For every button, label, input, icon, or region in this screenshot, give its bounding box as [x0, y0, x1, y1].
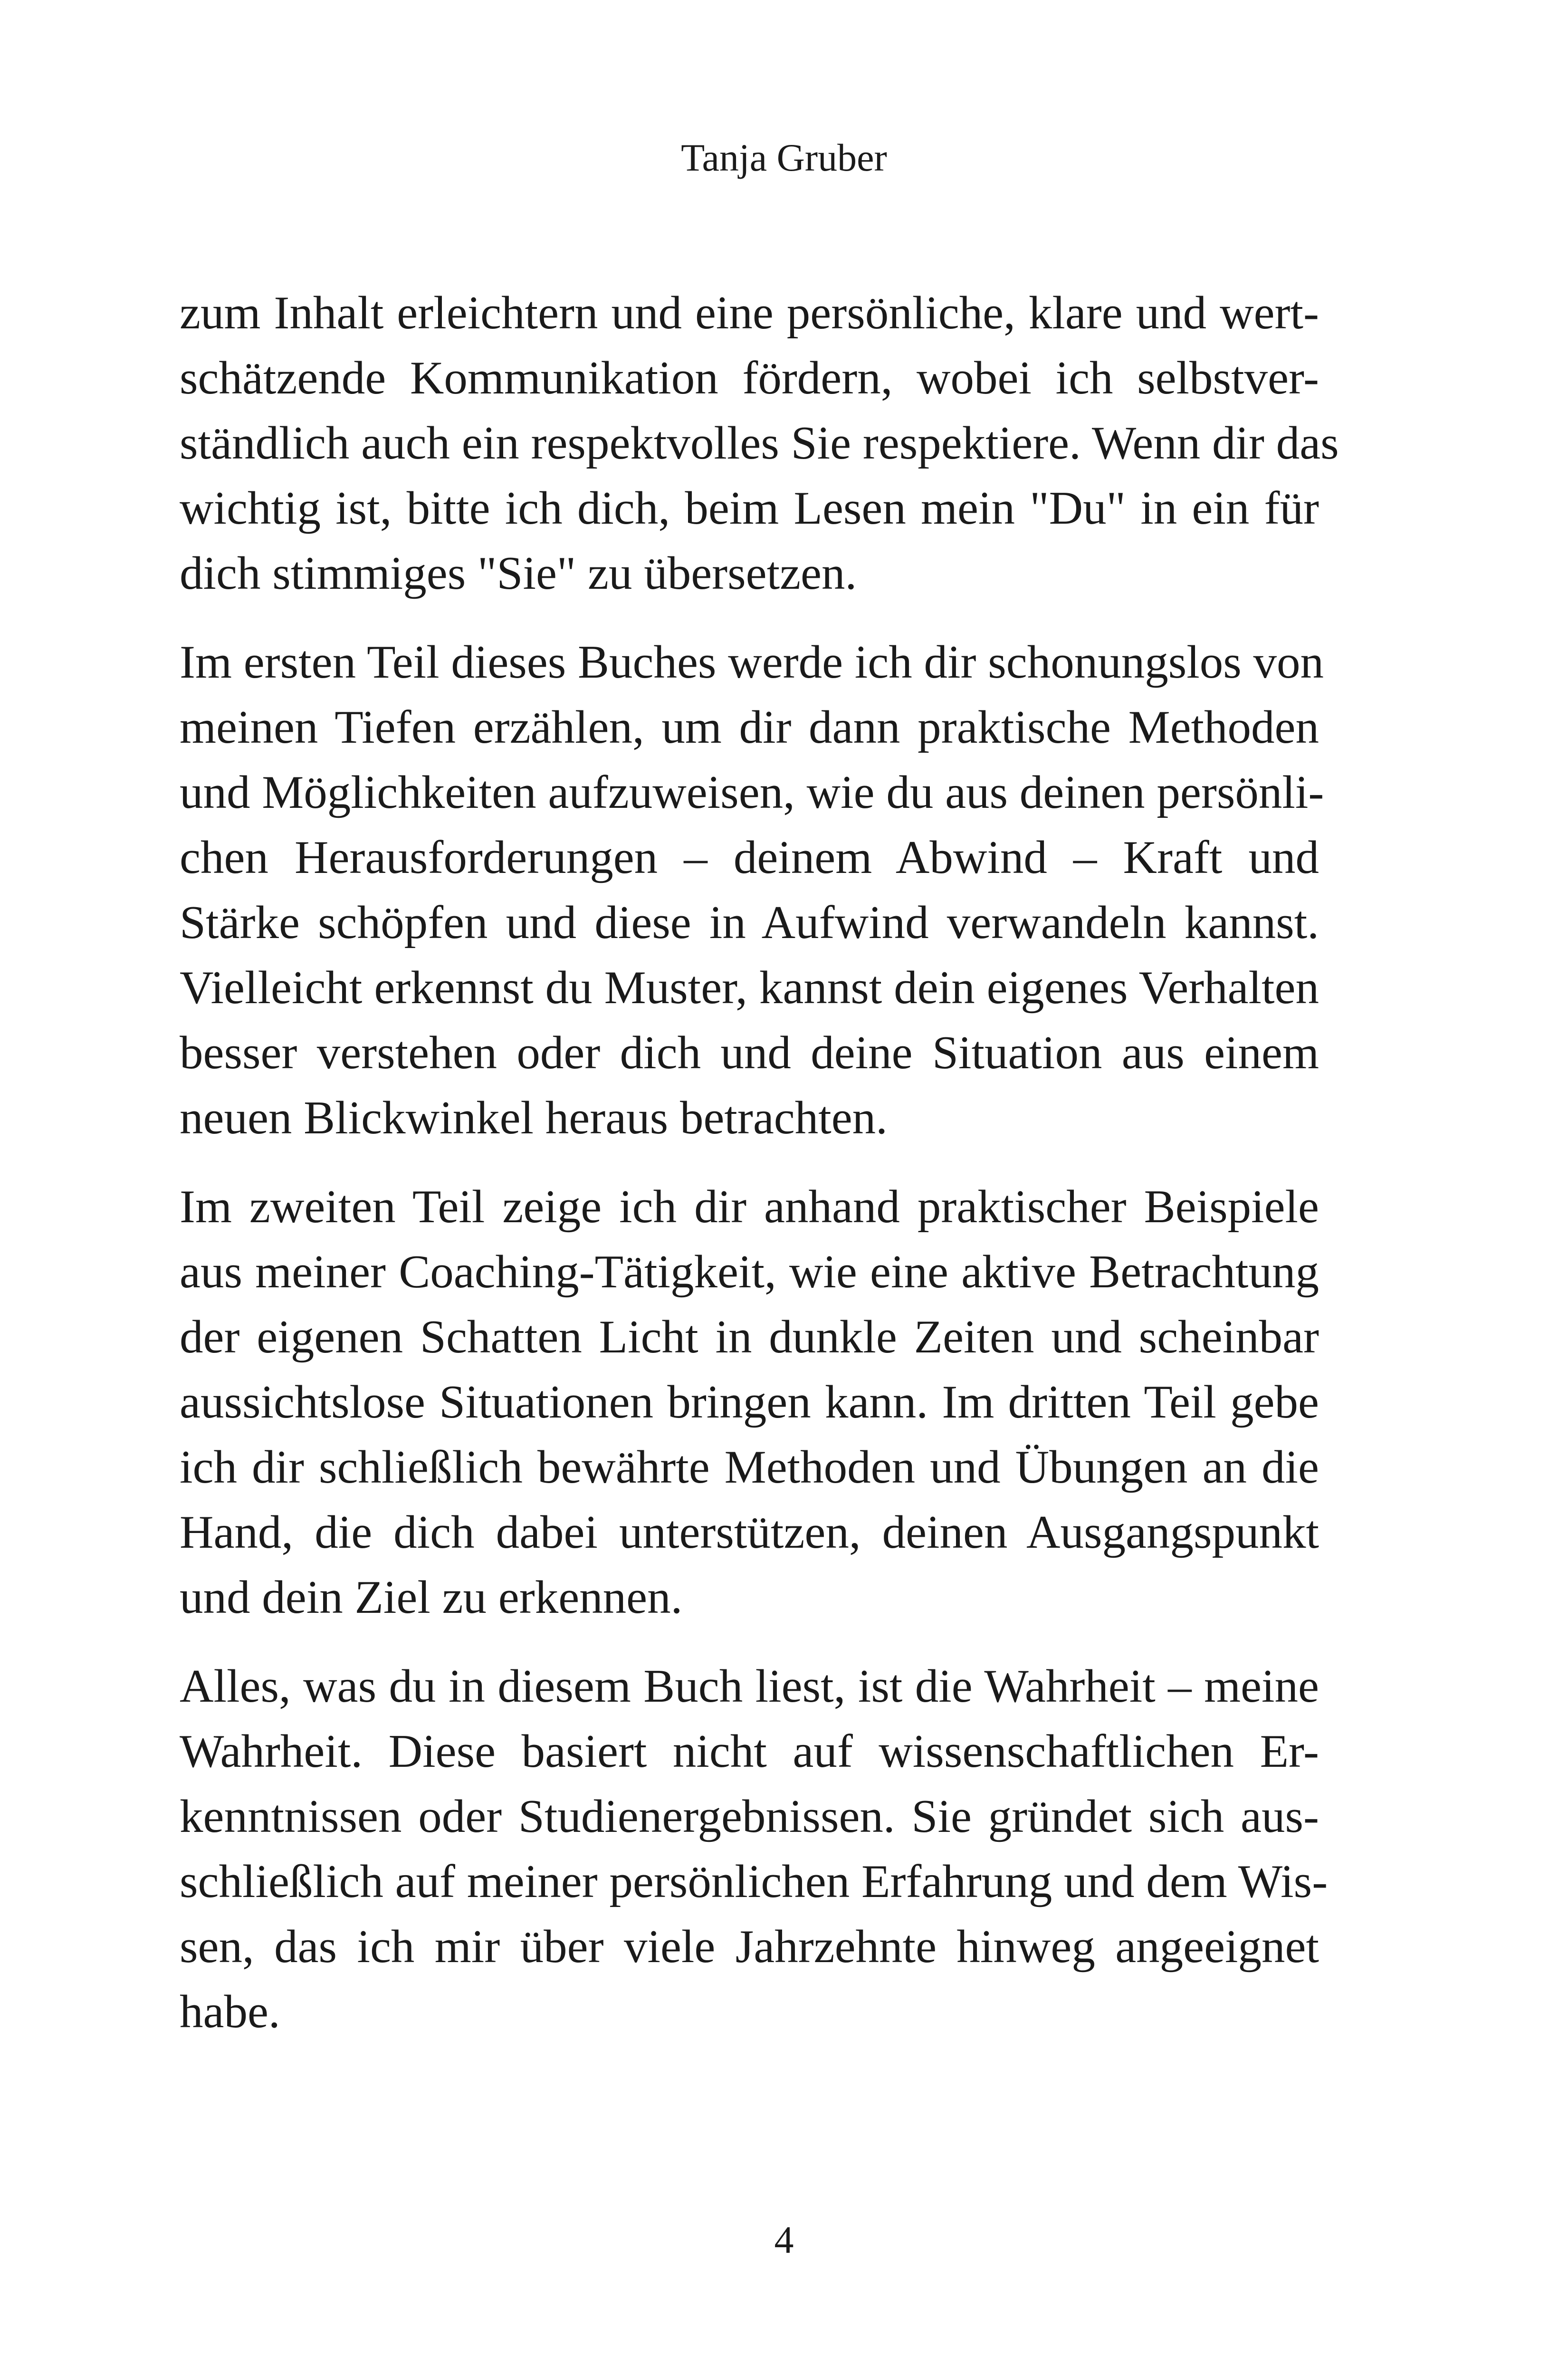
text-line: wichtig ist, bitte ich dich, beim Lesen mein "Du" in ein für: [180, 482, 1319, 534]
text-line: und dein Ziel zu erkennen.: [180, 1571, 683, 1623]
text-line: ich dir schließlich bewährte Methoden und Übungen an die: [180, 1441, 1319, 1493]
page-number: 4: [774, 2218, 794, 2261]
text-line: schätzende Kommunikation fördern, wobei ich selbstver-: [180, 352, 1319, 404]
text-line: chen Herausforderungen – deinem Abwind – Kraft und: [180, 832, 1319, 883]
body-text: [180, 280, 1339, 2068]
text-line: meinen Tiefen erzählen, um dir dann praktische Methoden: [180, 701, 1319, 753]
text-line: neuen Blickwinkel heraus betrachten.: [180, 1092, 888, 1144]
text-line: habe.: [180, 1986, 280, 2038]
text-line: Im ersten Teil dieses Buches werde ich dir schonungslos von: [180, 636, 1324, 688]
text-line: ständlich auch ein respektvolles Sie respektiere. Wenn dir das: [180, 417, 1339, 469]
text-line: sen, das ich mir über viele Jahrzehnte hinweg angeeignet: [180, 1921, 1319, 1973]
text-line: der eigenen Schatten Licht in dunkle Zeiten und scheinbar: [180, 1311, 1319, 1363]
text-line: Wahrheit. Diese basiert nicht auf wissenschaftlichen Er-: [180, 1725, 1319, 1777]
paragraph-4: [180, 1654, 1328, 2044]
text-line: Alles, was du in diesem Buch liest, ist die Wahrheit – meine: [180, 1660, 1319, 1712]
text-line: Vielleicht erkennst du Muster, kannst dein eigenes Verhalten: [180, 962, 1319, 1014]
text-line: schließlich auf meiner persönlichen Erfahrung und dem Wis-: [180, 1856, 1328, 1907]
text-line: kenntnissen oder Studienergebnissen. Sie gründet sich aus-: [180, 1791, 1319, 1842]
text-line: aus meiner Coaching-Tätigkeit, wie eine aktive Betrachtung: [180, 1246, 1319, 1298]
text-line: zum Inhalt erleichtern und eine persönliche, klare und wert-: [180, 287, 1319, 339]
text-line: Stärke schöpfen und diese in Aufwind verwandeln kannst.: [180, 897, 1319, 948]
paragraph-3: [180, 1174, 1319, 1630]
text-line: aussichtslose Situationen bringen kann. Im dritten Teil gebe: [180, 1376, 1319, 1428]
running-header-author: Tanja Gruber: [681, 136, 887, 179]
text-line: dich stimmiges "Sie" zu übersetzen.: [180, 547, 857, 599]
text-line: Im zweiten Teil zeige ich dir anhand praktischer Beispiele: [180, 1181, 1319, 1233]
text-line: Hand, die dich dabei unterstützen, deinen Ausgangspunkt: [180, 1506, 1319, 1558]
text-line: besser verstehen oder dich und deine Situation aus einem: [180, 1027, 1319, 1079]
paragraph-2: [180, 630, 1324, 1150]
paragraph-1: [180, 280, 1339, 606]
text-line: und Möglichkeiten aufzuweisen, wie du aus deinen persönli-: [180, 766, 1324, 818]
